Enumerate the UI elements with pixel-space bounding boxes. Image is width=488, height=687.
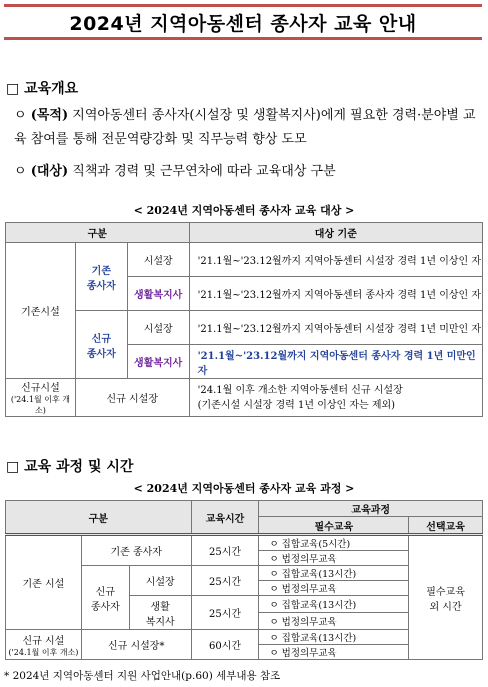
new-director: 신규 시설장 — [75, 379, 189, 417]
course-header-optional: 선택교육 — [409, 517, 483, 535]
role-director: 시설장 — [127, 243, 189, 277]
course-item: ㅇ 집합교육(13시간) — [259, 596, 409, 613]
course-existing-staff: 기존 종사자 — [81, 535, 191, 566]
course-existing-facility: 기존 시설 — [6, 535, 82, 630]
course-item: ㅇ 법정의무교육 — [259, 581, 409, 596]
target-table-caption: < 2024년 지역아동센터 종사자 교육 대상 > — [133, 204, 355, 217]
sub-existing-staff: 기존 종사자 — [75, 243, 127, 311]
role-welfare: 생활복지사 — [127, 345, 189, 379]
course-new-facility — [6, 630, 82, 660]
course-header-category: 구분 — [6, 501, 192, 535]
course-optional: 필수교육 외 시간 — [409, 535, 483, 660]
course-new-facility-note: ('24.1월 이후 개소) — [8, 647, 79, 657]
sub-new-staff: 신규 종사자 — [75, 311, 127, 379]
course-item: ㅇ 법정의무교육 — [259, 551, 409, 566]
course-new-director: 신규 시설장* — [81, 630, 191, 660]
course-item: ㅇ 법정의무교육 — [259, 645, 409, 660]
group-new-note: ('24.1월 이후 개소) — [10, 395, 70, 415]
bullet-tag: (목적) — [30, 108, 69, 123]
overview-heading: □ 교육개요 — [6, 81, 79, 97]
course-new-facility-label: 신규 시설 — [22, 635, 65, 647]
course-hours: 60시간 — [191, 630, 259, 660]
course-header-required: 필수교육 — [259, 517, 409, 535]
group-existing: 기존시설 — [6, 243, 76, 379]
course-hours: 25시간 — [191, 535, 259, 566]
course-header-hours: 교육시간 — [191, 501, 259, 535]
course-new-staff: 신규 종사자 — [81, 566, 129, 630]
course-heading: □ 교육 과정 및 시간 — [6, 459, 134, 475]
group-new-label: 신규시설 — [21, 383, 60, 394]
bullet-mark: ㅇ — [14, 164, 27, 179]
course-hours: 25시간 — [191, 596, 259, 630]
course-item: ㅇ 집합교육(13시간) — [259, 566, 409, 581]
course-table-caption: < 2024년 지역아동센터 종사자 교육 과정 > — [133, 482, 355, 495]
bullet-target — [14, 160, 476, 184]
criteria-row: '21.1월~'23.12월까지 지역아동센터 종사자 경력 1년 이상인 자 — [189, 277, 482, 311]
target-table — [5, 222, 483, 417]
role-welfare: 생활복지사 — [127, 277, 189, 311]
criteria-row: '21.1월~'23.12월까지 지역아동센터 시설장 경력 1년 이상인 자 — [189, 243, 482, 277]
group-new — [6, 379, 76, 417]
footnote: * 2024년 지역아동센터 지원 사업안내(p.60) 세부내용 참조 — [4, 670, 281, 682]
course-hours: 25시간 — [191, 566, 259, 596]
page-title-box — [4, 4, 482, 40]
bullet-text: 직책과 경력 및 근무연차에 따라 교육대상 구분 — [68, 164, 336, 179]
course-item: ㅇ 집합교육(13시간) — [259, 630, 409, 645]
criteria-row: '21.1월~'23.12월까지 지역아동센터 종사자 경력 1년 미만인 자 — [189, 345, 482, 379]
role-director: 시설장 — [127, 311, 189, 345]
criteria-row-new: '24.1월 이후 개소한 지역아동센터 신규 시설장 (기존시설 시설장 경력 1년 이상인 자는 제외) — [189, 379, 482, 417]
course-item: ㅇ 법정의무교육 — [259, 613, 409, 630]
header-criteria: 대상 기준 — [189, 223, 482, 243]
page-title: 2024년 지역아동센터 종사자 교육 안내 — [69, 12, 417, 35]
course-director: 시설장 — [129, 566, 191, 596]
criteria-row: '21.1월~'23.12월까지 지역아동센터 시설장 경력 1년 미만인 자 — [189, 311, 482, 345]
bullet-text: 지역아동센터 종사자(시설장 및 생활복지사)에게 필요한 경력·분야별 교육 참여를 통해 전문역량강화 및 직무능력 향상 도모 — [14, 108, 476, 147]
course-header-course: 교육과정 — [259, 501, 483, 517]
course-item: ㅇ 집합교육(5시간) — [259, 535, 409, 551]
header-category: 구분 — [6, 223, 190, 243]
bullet-mark: ㅇ — [14, 108, 27, 123]
bullet-tag: (대상) — [30, 164, 69, 179]
course-welfare: 생활 복지사 — [129, 596, 191, 630]
bullet-purpose — [14, 104, 476, 152]
course-table — [5, 500, 483, 660]
